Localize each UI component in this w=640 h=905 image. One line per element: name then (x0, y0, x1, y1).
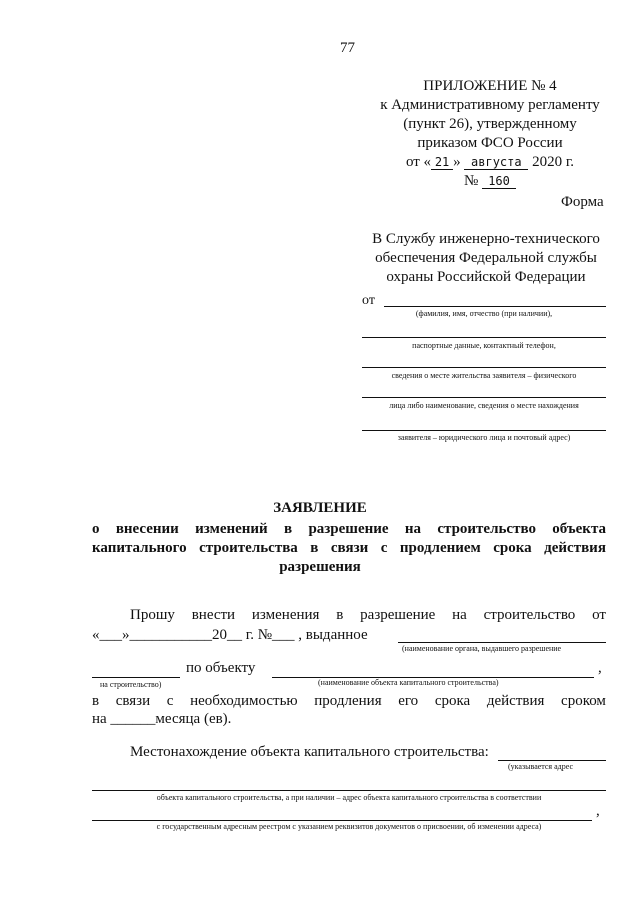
construct-caption: на строительство) (100, 680, 162, 689)
appendix-block (370, 77, 610, 191)
appendix-number: № 160 (370, 172, 610, 191)
request-word: внести (191, 607, 236, 623)
subtitle-word: внесении (115, 521, 179, 537)
body-extension-line2: на ______месяца (ев). (92, 711, 232, 727)
subtitle-word: строительство (437, 521, 536, 537)
extension-word: его (398, 693, 419, 709)
from-line-5 (362, 430, 606, 431)
request-word: изменения (251, 607, 320, 623)
addressee-line1: В Службу инженерно-технического (372, 231, 600, 247)
from-caption-5: заявителя – юридического лица и почтовый адрес) (397, 433, 571, 442)
from-line-4 (362, 397, 606, 398)
subtitle-word: изменений (195, 521, 268, 537)
form-label: Форма (561, 194, 604, 210)
from-caption-4: лица либо наименование, сведения о месте нахождения (389, 401, 579, 410)
request-word: в (336, 607, 344, 623)
request-word: от (592, 607, 606, 623)
object-label: по объекту (186, 660, 256, 676)
date-month: августа (464, 156, 528, 170)
organ-field-line (398, 642, 606, 643)
address-line-comma: , (596, 803, 600, 819)
subtitle-word: срока (493, 540, 532, 556)
subtitle-word: действия (544, 540, 606, 556)
organ-caption: (наименование органа, выдавшего разрешение (402, 644, 562, 653)
address-caption-3: с государственным адресным реестром с указанием реквизитов документов о присвоении, об изменении адреса) (156, 822, 542, 831)
request-word: на (452, 607, 467, 623)
address-caption: (указывается адрес (508, 762, 574, 771)
date-day: 21 (431, 156, 453, 170)
addressee-block (358, 230, 614, 287)
from-line-2 (362, 337, 606, 338)
from-line-3 (362, 367, 606, 368)
subtitle-word: строительства (199, 540, 298, 556)
address-line-3 (92, 820, 592, 821)
object-line-comma: , (598, 660, 602, 676)
extension-word: сроком (561, 693, 606, 709)
subtitle-word: продлением (399, 540, 481, 556)
subtitle-word: с (380, 540, 388, 556)
addressee-line3: охраны Российской Федерации (386, 269, 586, 285)
appendix-title: ПРИЛОЖЕНИЕ № 4 (423, 78, 557, 94)
document-title: ЗАЯВЛЕНИЕ (273, 500, 367, 516)
extension-word: необходимостью (190, 693, 298, 709)
heading-subtitle-line3: разрешения (279, 559, 361, 575)
extension-word: действия (486, 693, 545, 709)
order-number: 160 (482, 175, 516, 189)
addressee-line2: обеспечения Федеральной службы (375, 250, 597, 266)
extension-word: срока (434, 693, 471, 709)
location-field-line (498, 760, 606, 761)
appendix-date: от « 21 » августа 2020 г. (405, 154, 575, 170)
subtitle-word: разрешение (308, 521, 389, 537)
from-caption-1: (фамилия, имя, отчество (при наличии), (415, 309, 553, 318)
subtitle-word: в (284, 521, 293, 537)
from-label: от (362, 293, 375, 308)
from-caption-2: паспортные данные, контактный телефон, (412, 341, 556, 350)
appendix-line2: (пункт 26), утвержденному (403, 116, 577, 132)
extension-word: с (166, 693, 174, 709)
extension-word: связи (115, 693, 151, 709)
construct-field-line (92, 677, 180, 678)
from-caption-3: сведения о месте жительства заявителя – физического (391, 371, 577, 380)
extension-word: в (92, 693, 100, 709)
body-request-line2: «___»___________20__ г. №___ , выданное (92, 627, 368, 643)
subtitle-word: о (92, 521, 100, 537)
address-line-2 (92, 790, 606, 791)
subtitle-word: объекта (552, 521, 606, 537)
request-word: строительство (483, 607, 576, 623)
body-request-line1 (130, 607, 606, 624)
appendix-line1: к Административному регламенту (380, 97, 600, 113)
subtitle-word: связи (330, 540, 369, 556)
appendix-line3: приказом ФСО России (417, 135, 563, 151)
subtitle-word: капитального (92, 540, 187, 556)
extension-word: продления (314, 693, 382, 709)
location-label: Местонахождение объекта капитального строительства: (130, 744, 489, 760)
heading-subtitle-line2 (92, 540, 606, 557)
subtitle-word: на (404, 521, 422, 537)
page-number: 77 (340, 40, 355, 56)
body-extension-line1 (92, 693, 606, 710)
address-caption-2: объекта капитального строительства, а при наличии – адрес объекта капитального строительства в соответствии (156, 793, 542, 802)
subtitle-word: в (310, 540, 319, 556)
from-line-1 (384, 306, 606, 307)
heading-subtitle-line1 (92, 521, 606, 538)
request-word: разрешение (360, 607, 436, 623)
request-word: Прошу (130, 607, 175, 623)
object-caption: (наименование объекта капитального строительства) (318, 678, 499, 687)
